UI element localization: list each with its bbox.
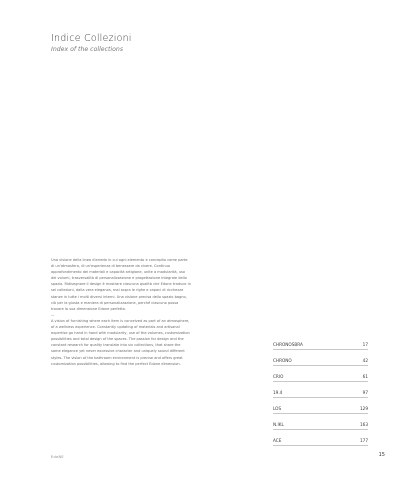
page-subtitle: Index of the collections (51, 46, 124, 53)
toc-page-number: 129 (360, 406, 368, 411)
toc-collection-name: CHRONO (273, 358, 292, 363)
intro-italian: Una visione della linea d'arredo in cui ogni elemento e concepito come parte di un'atmosfera, di un'esperienza di benessere da vivere. Continuo approfondimento dei materiali e capacità artigiane, unite a modularità, uso dei volumi, trasversalità di personalizzazione e progettazione integrale dello spazio. Ridisegnare il design è mostrare ciascuna qualità che Edone traduce in sei collezioni, dalla vera eleganza, mai sopra le righe e capaci di ricchezze stanze in tutte i molti diversi interni. Una visione precisa dello spazio bagno, ciò per la giusta e maniera di personalizzazione, perché ciascuno possa trovare la sua dimensione Edone perfetta. (51, 258, 191, 311)
toc-page-number: 42 (362, 358, 368, 363)
toc-page-number: 177 (360, 438, 368, 443)
toc-page-number: 163 (360, 422, 368, 427)
toc-row[interactable] (273, 414, 368, 430)
toc-row[interactable] (273, 430, 368, 446)
page-number: 15 (378, 452, 385, 458)
toc-collection-name: CHRONOSBRA (273, 342, 303, 347)
toc-page-number: 97 (362, 390, 368, 395)
footer-brand: EdoNE (51, 455, 64, 459)
toc-collection-name: LOS (273, 406, 282, 411)
intro-text (51, 257, 191, 367)
toc-row[interactable] (273, 366, 368, 382)
toc-row[interactable] (273, 350, 368, 366)
collections-index (273, 334, 368, 446)
toc-collection-name: ACE (273, 438, 282, 443)
toc-page-number: 61 (362, 374, 368, 379)
toc-collection-name: N.IKL (273, 422, 284, 427)
toc-collection-name: 19.4 (273, 390, 283, 395)
toc-row[interactable] (273, 334, 368, 350)
toc-page-number: 17 (362, 342, 368, 347)
toc-collection-name: CRIO (273, 374, 284, 379)
toc-row[interactable] (273, 382, 368, 398)
page-title: Indice Collezioni (51, 33, 132, 44)
intro-separator: — (51, 312, 55, 317)
toc-row[interactable] (273, 398, 368, 414)
intro-english: A vision of furnishing where each item is conceived as part of an atmosphere, of a wellness experience. Constantly updating of materials and artisanal expertise go hand in hand with modularity, use of the volumes, customization possibilities and total design of the spaces. The passion for design and the constant research for quality translate into six collections, that share the same elegance yet never excessive character and uniquely sound different styles. The vision of the bathroom environment is precise and offers great customization possibilities, allowing to find the perfect Edone dimension. (51, 318, 190, 366)
